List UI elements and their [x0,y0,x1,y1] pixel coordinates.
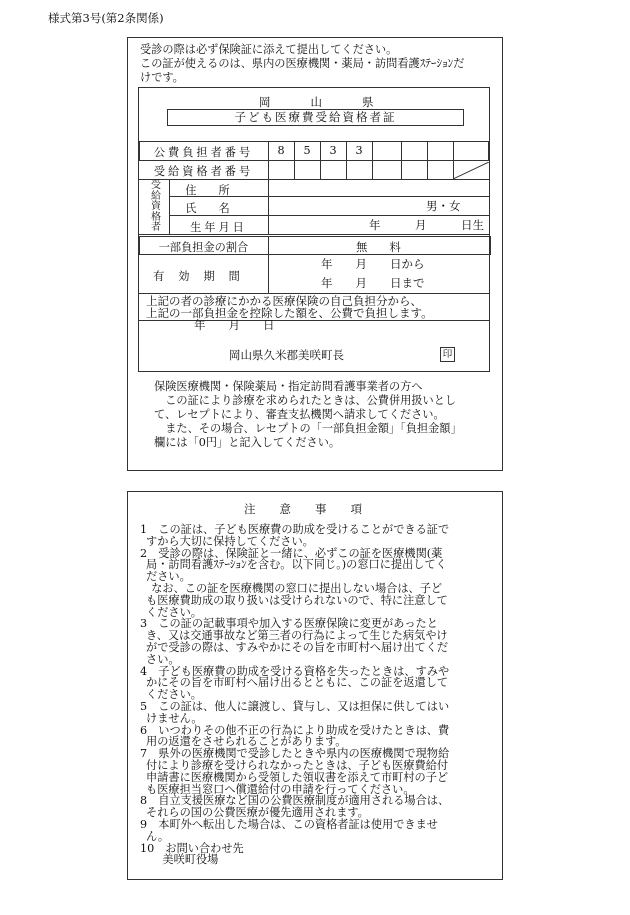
issuer-name: 岡山県久米郡美咲町長 [229,348,344,362]
note-line: 3 この証の記載事項や加入する医療保険に変更があったと [140,617,438,631]
qualifier-vertical-label: 受給資格者 [151,180,161,233]
statement-line: 上記の一部負担金を控除した額を、公費で負担します。 [146,306,433,320]
note-line: 9 本町外へ転出した場合は、この資格者証は使用できませ [140,818,438,831]
note-line: さい。 [146,652,180,666]
note-line: 美咲町役場 [140,853,219,867]
note-line: も医療費助成の取り扱いは受けられないので、特に注意して [146,593,448,607]
recipient-number-label: 受給資格者番号 [153,165,254,178]
validity-from: 年 月 日から [321,257,425,271]
note-line: がで受診の際は、すみやかにその旨を市町村へ届け出てくだ [146,641,449,654]
statement-line: 上記の者の診療にかかる医療保険の自己負担分から、 [146,294,422,308]
official-seal: 印 [440,347,455,362]
note-line: 用の返還をさせられることがあります。 [146,735,347,749]
payer-digit: 8 [277,144,285,157]
partial-burden-value: 無 料 [356,241,401,254]
certificate-title: 子ども医療費受給資格者証 [167,109,464,126]
note-line: けません。 [146,711,203,725]
public-payer-label: 公費負担者番号 [153,146,254,159]
note-line: 局・訪問看護ｽﾃｰｼｮﾝを含む。以下同じ。)の窓口に提出してく [146,558,447,572]
note-line: それらの国の公費医療が優先適用されます。 [146,806,369,820]
note-line: 1 この証は、子ども医療費の助成を受けることができる証で [140,523,450,536]
note-line: ださい。 [146,570,191,584]
note-line: 7 県外の医療機関で受診したときや県内の医療機関で現物給 [140,747,450,761]
payer-digit: 3 [329,144,337,157]
name-label: 氏名 [185,202,252,215]
note-line: 10 お問い合わせ先 [140,841,244,855]
payer-digit: 5 [303,144,311,157]
note-line: 5 この証は、他人に譲渡し、貸与し、又は担保に供してはい [140,700,450,713]
certificate-header [139,88,489,142]
note-line: 2 受診の際は、保険証と一緒に、必ずこの証を医療機関(薬 [140,546,443,560]
note-line: き、又は交通事故など第三者の行為によって生じた病気やけ [146,629,448,643]
intro-line: この証が使えるのは、県内の医療機関・薬局・訪問看護ｽﾃｰｼｮﾝだ [140,57,465,70]
address-label: 住所 [185,184,252,197]
note-line: も医療担当窓口へ償還給付の申請を行ってください。 [146,782,415,796]
validity-to: 年 月 日まで [321,276,425,290]
intro-line: 受診の際は必ず保険証に添えて提出してください。 [140,43,398,56]
notes-card [127,491,503,880]
dob-value: 年 月 日生 [369,218,484,232]
recipient-certificate-card [127,37,503,471]
note-line: なお、この証を医療機関の窓口に提出しない場合は、子ど [140,582,443,595]
issue-date: 年 月 日 [194,318,275,332]
note-line: 6 いつわりその他不正の行為により助成を受けたときは、費 [140,723,450,737]
note-line: ください。 [146,688,202,702]
note-line: かにその旨を市町村へ届け出るとともに、この証を返還して [146,676,449,690]
notice-line: この証により診療を求められたときは、公費併用扱いとし [154,394,457,407]
note-line: すから大切に保持してください。 [146,534,314,548]
certificate-table [138,87,490,321]
validity-label: 有効期間 [153,270,254,283]
notice-line: 保険医療機関・保険薬局・指定訪問看護事業者の方へ [154,380,423,393]
dob-label: 生年月日 [190,221,247,234]
note-line: ください。 [146,605,202,619]
payer-digit: 3 [355,144,363,157]
note-line: 8 自立支援医療など国の公費医療制度が適用される場合は、 [140,794,450,808]
intro-line: けです。 [140,71,184,84]
notes-title: 注意事項 [244,502,386,516]
notice-line: て、レセプトにより、審査支払機関へ請求してください。 [154,408,445,421]
sex-options: 男・女 [426,199,461,213]
note-line: 4 子ども医療費の助成を受ける資格を失ったときは、すみや [140,664,450,678]
note-line: 付により診療を受けられなかったときは、子ども医療費給付 [146,759,449,772]
note-line: ん。 [146,829,170,843]
diagonal-cell-mark [453,162,489,179]
prefecture-name: 岡山県 [259,95,414,109]
notice-line: 欄には「0円」と記入してください。 [154,436,341,449]
form-number-label: 様式第3号(第2条関係) [48,11,164,25]
partial-burden-label: 一部負担金の割合 [158,241,249,254]
note-line: 申請書に医療機関から受領した領収書を添えて市町村の子ど [146,770,449,784]
notice-line: また、その場合、レセプトの「一部負担金額」「負担金額」 [154,422,462,435]
